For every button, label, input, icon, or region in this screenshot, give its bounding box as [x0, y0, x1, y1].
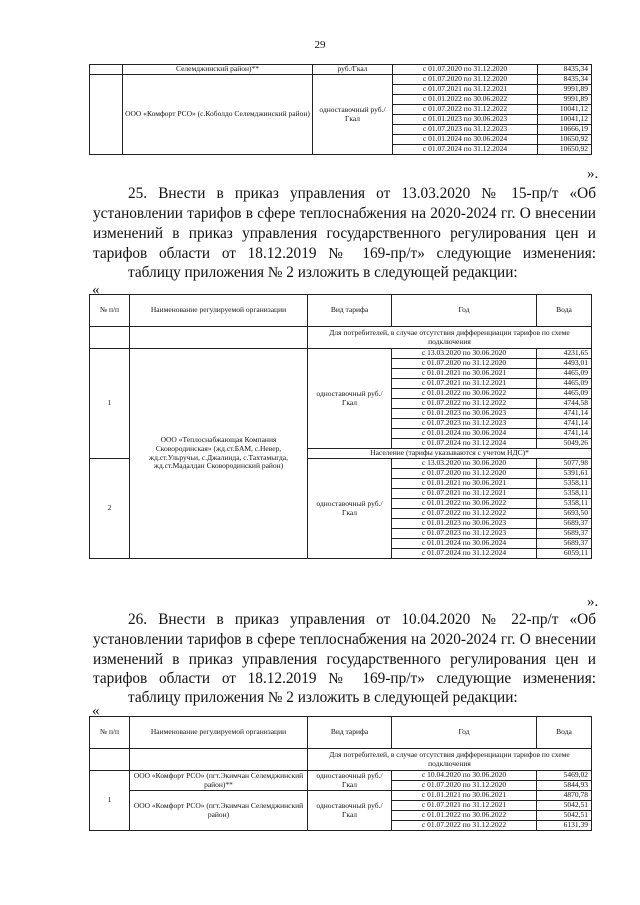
open-quote-2: «	[92, 703, 100, 719]
table-row: с 01.01.2024 по 30.06.2024 5689,37	[90, 539, 592, 549]
open-quote: «	[92, 282, 100, 298]
table-row: Селемджинский район)** руб./Гкал с 01.07.2020 по 31.12.2020 8435,34	[90, 65, 592, 75]
item26-line4: тарифов области от 18.12.2019 № 169-пр/т» следующие изменения:	[93, 670, 596, 687]
table-row: с 01.07.2022 по 31.12.2022 6131,39	[90, 821, 592, 831]
table-row: с 01.07.2021 по 31.12.2021 9991,89	[90, 85, 592, 95]
table-row: с 01.07.2021 по 31.12.2021 5042,51	[90, 801, 592, 811]
table-row: с 01.01.2024 по 30.06.2024 10650,92	[90, 135, 592, 145]
item25-line2: установлении тарифов в сфере теплоснабжения на 2020-2024 гг. О внесении	[93, 205, 596, 222]
table-row: с 01.01.2022 по 30.06.2022 4465,09	[90, 389, 592, 399]
closing-quote-2: ».	[587, 594, 599, 610]
table-row: с 01.01.2023 по 30.06.2023 4741,14	[90, 409, 592, 419]
table-row: с 01.01.2023 по 30.06.2023 10041,12	[90, 115, 592, 125]
table-header-row: № п/п Наименование регулируемой организации Вид тарифа Год Вода	[90, 717, 592, 749]
top-table	[89, 64, 592, 155]
item26-line5: таблицу приложения № 2 изложить в следующей редакции:	[128, 689, 518, 706]
item25-line4: тарифов области от 18.12.2019 № 169-пр/т» следующие изменения:	[93, 245, 596, 262]
table-row: с 01.01.2021 по 30.06.2021 5358,11	[90, 479, 592, 489]
table-row: с 01.07.2020 по 31.12.2020 5844,93	[90, 781, 592, 791]
table-row: с 01.01.2022 по 30.06.2022 5358,11	[90, 499, 592, 509]
table-row: с 01.07.2022 по 31.12.2022 4744,58	[90, 399, 592, 409]
table-row: 2 одноставочный руб./Гкал с 13.03.2020 по 30.06.2020 5077,98	[90, 459, 592, 469]
item26-line3: изменений в приказ управления государственного регулирования цен и	[93, 651, 596, 668]
table-row: 1 ООО «Комфорт РСО» (пгт.Экимчан Селемджинский район)** одноставочный руб./Гкал с 10.04.2020 по 30.06.2020 5469,02	[90, 771, 592, 781]
table-row: с 01.07.2024 по 31.12.2024 5049,26	[90, 439, 592, 449]
tariff-table-26: № п/п Наименование регулируемой организации Вид тарифа Год Вода Для потребителей, в случае отсутствия дифференциации тарифов по схеме подключения 1 ООО «Комфорт РСО» (пгт.Экимчан Селемджинский район)** одноставочный руб./Гкал с 10.04.2020 по 30.06.2020 5469,02 с 01.07.2020 по 31.12.2020 5844,93 ООО «Комфорт РСО» (пгт.Экимчан Селемджинский район) одноставочный руб./Гкал с 01.01.2021 по 30.06.2021 4870,78 с 01.07.2021 по 31.12.2021 5042,51 с 01.01.2022 по 30.06.2022 5042,51 с 01.07.2022 по 31.12.2022 6131,39	[89, 716, 592, 831]
item25-line1: 25. Внести в приказ управления от 13.03.2020 № 15-пр/т «Об	[128, 185, 596, 202]
table-row: с 01.07.2021 по 31.12.2021 5358,11	[90, 489, 592, 499]
org-name: ООО «Комфорт РСО» (с.Коболдо Селемджинский район)	[123, 75, 313, 155]
table-row: с 01.01.2021 по 30.06.2021 4465,09	[90, 369, 592, 379]
table-row: с 01.07.2021 по 31.12.2021 4465,09	[90, 379, 592, 389]
table-row: с 01.07.2024 по 31.12.2024 6059,11	[90, 549, 592, 559]
closing-quote: ».	[587, 166, 599, 182]
item25-line5: таблицу приложения № 2 изложить в следующей редакции:	[128, 264, 518, 281]
item26-line1: 26. Внести в приказ управления от 10.04.2020 № 22-пр/т «Об	[128, 611, 596, 628]
table-row: с 01.07.2020 по 31.12.2020 4493,01	[90, 359, 592, 369]
table-row: с 01.01.2022 по 30.06.2022 9991,89	[90, 95, 592, 105]
item26-line2: установлении тарифов в сфере теплоснабжения на 2020-2024 гг. О внесении	[93, 631, 596, 648]
org-name: ООО «Комфорт РСО» (пгт.Экимчан Селемджинский район)**	[130, 771, 308, 791]
table-header-row: № п/п Наименование регулируемой организации Вид тарифа Год Вода	[90, 295, 592, 327]
table-row: с 01.07.2022 по 31.12.2022 5693,50	[90, 509, 592, 519]
table-row: с 01.01.2023 по 30.06.2023 5689,37	[90, 519, 592, 529]
table-row: с 01.07.2020 по 31.12.2020 5391,61	[90, 469, 592, 479]
org-name: ООО «Теплоснабжающая Компания Сковородинская» (жд.ст.БАМ, с.Невер, жд.ст.Ульручьи, с.Джалинда, с.Тахтамыгда, жд.ст.Мадалдан Сковородинский район)	[130, 349, 308, 559]
org-name: ООО «Комфорт РСО» (пгт.Экимчан Селемджинский район)	[130, 791, 308, 831]
table-row: с 01.07.2023 по 31.12.2023 4741,14	[90, 419, 592, 429]
tariff-table-25: № п/п Наименование регулируемой организации Вид тарифа Год Вода Для потребителей, в случае отсутствия дифференциации тарифов по схеме подключения 1 ООО «Теплоснабжающая Компания Сковородинская» (жд.ст.БАМ, с.Невер, жд.ст.Ульручьи, с.Джалинда, с.Тахтамыгда, жд.ст.Мадалдан Сковородинский район) одноставочный руб./Гкал с 13.03.2020 по 30.06.2020 4231,65 с 01.07.2020 по 31.12.2020 4493,01 с 01.01.2021 по 30.06.2021 4465,09 с 01.07.2021 по 31.12.2021 4465,09 с 01.01.2022 по 30.06.2022 4465,09 с 01.07.2022 по 31.12.2022 4744,58 с 01.01.2023 по 30.06.2023 4741,14 с 01.07.2023 по 31.12.2023 4741,14 с 01.01.2024 по 30.06.2024 4741,14 с 01.07.2024 по 31.12.2024 5049,26 Население (тарифы указываются с учетом НДС)* 2 одноставочный руб./Гкал с 13.03.2020 по 30.06.2020 5077,98 с 01.07.2020 по 31.12.2020 5391,61 с 01.01.2021 по 30.06.2021 5358,11 с 01.07.2021 по 31.12.2021 5358,11 с 01.01.2022 по 30.06.2022 5358,11 с 01.07.2022 по 31.12.2022 5693,50 с 01.01.2023 по 30.06.2023 5689,37 с 01.07.2023 по 31.12.2023 5689,37 с 01.01.2024 по 30.06.2024 5689,37 с 01.07.2024 по 31.12.2024 6059,11	[89, 294, 592, 559]
page-number: 29	[314, 39, 326, 51]
table-row: с 01.07.2023 по 31.12.2023 5689,37	[90, 529, 592, 539]
item25-line3: изменений в приказ управления государственного регулирования цен и	[93, 225, 596, 242]
table-row: с 01.01.2022 по 30.06.2022 5042,51	[90, 811, 592, 821]
table-row: с 01.01.2024 по 30.06.2024 4741,14	[90, 429, 592, 439]
population-header: Население (тарифы указываются с учетом НДС)*	[308, 449, 592, 459]
table-row: 1 ООО «Теплоснабжающая Компания Сковородинская» (жд.ст.БАМ, с.Невер, жд.ст.Ульручьи, с.Джалинда, с.Тахтамыгда, жд.ст.Мадалдан Сковородинский район) одноставочный руб./Гкал с 13.03.2020 по 30.06.2020 4231,65	[90, 349, 592, 359]
table-row: с 01.07.2023 по 31.12.2023 10666,19	[90, 125, 592, 135]
table-row: с 01.07.2024 по 31.12.2024 10650,92	[90, 145, 592, 155]
table-row: с 01.07.2022 по 31.12.2022 10041,12	[90, 105, 592, 115]
table-row: ООО «Комфорт РСО» (с.Коболдо Селемджинский район) одноставочный руб./Гкал с 01.07.2020 по 31.12.2020 8435,34	[90, 75, 592, 85]
table-row: ООО «Комфорт РСО» (пгт.Экимчан Селемджинский район) одноставочный руб./Гкал с 01.01.2021 по 30.06.2021 4870,78	[90, 791, 592, 801]
tariff-type: одноставочный руб./Гкал	[313, 75, 393, 155]
